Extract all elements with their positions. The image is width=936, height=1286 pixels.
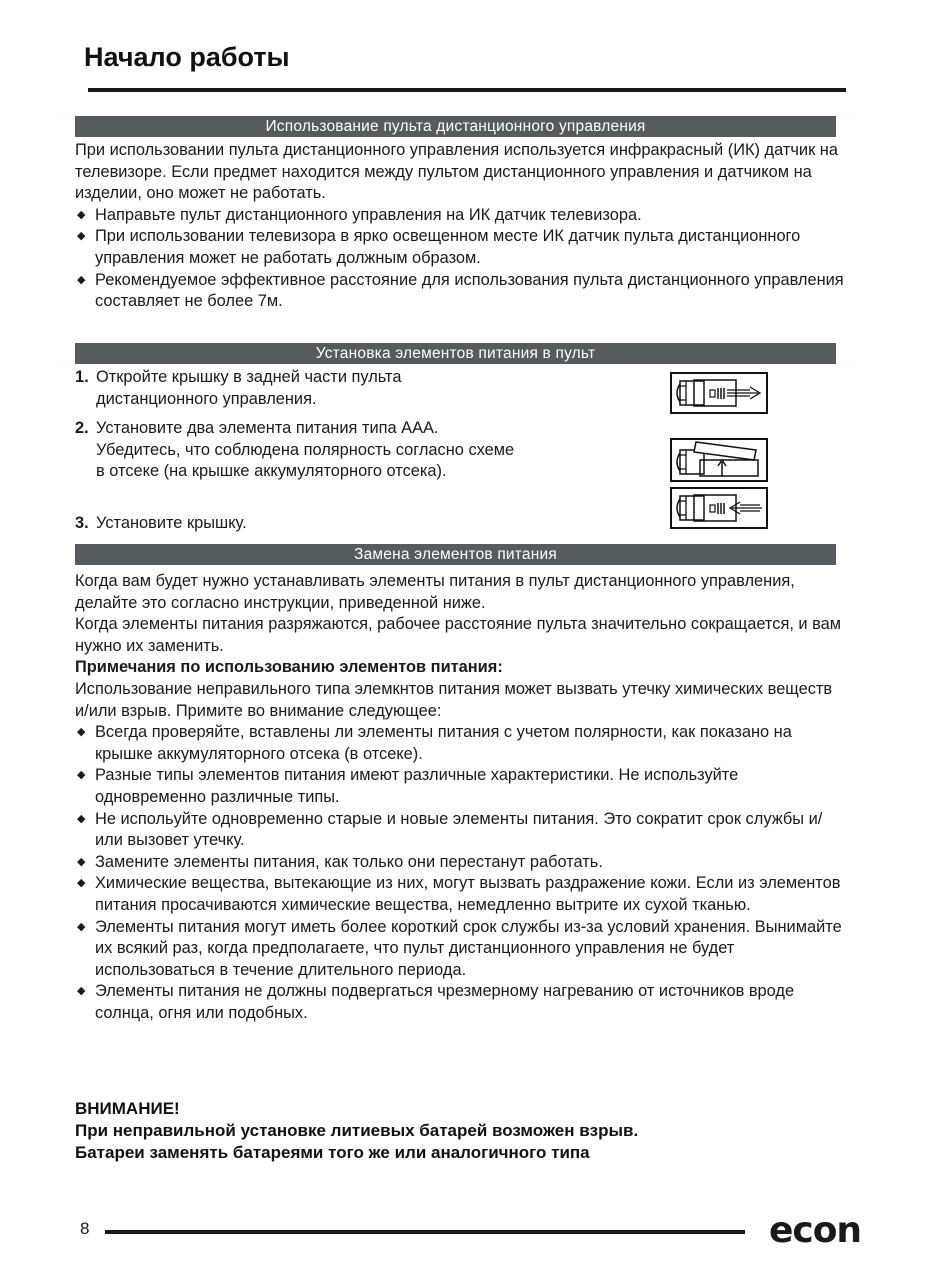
warning-line-1: При неправильной установке литиевых батарей возможен взрыв. bbox=[75, 1121, 639, 1140]
list-item: ◆ Всегда проверяйте, вставлены ли элементы питания с учетом полярности, как показано на крышке аккумуляторного отсека (в отсеке). bbox=[75, 722, 845, 765]
remote-usage-bullets bbox=[75, 205, 845, 313]
list-item: ◆ При использовании телевизора в ярко освещенном месте ИК датчик пульта дистанционного управления может не работать должным образом. bbox=[75, 226, 845, 269]
replace-para-1: Когда вам будет нужно устанавливать элементы питания в пульт дистанционного управления, делайте это согласно инструкции, приведенной ниже. bbox=[75, 572, 795, 612]
install-step-1 bbox=[75, 367, 545, 410]
warning-block bbox=[75, 1098, 875, 1164]
page-title: Начало работы bbox=[84, 42, 290, 72]
step-number: 3. bbox=[75, 514, 89, 532]
step-number: 1. bbox=[75, 368, 89, 386]
econ-logo bbox=[766, 1210, 864, 1252]
step-number: 2. bbox=[75, 419, 89, 437]
footer-divider bbox=[105, 1230, 745, 1234]
section-header-battery-replace: Замена элементов питания bbox=[75, 544, 836, 565]
title-divider bbox=[88, 88, 846, 92]
list-item: ◆ Рекомендуемое эффективное расстояние для использования пульта дистанционного управления составляет не более 7м. bbox=[75, 270, 845, 313]
warning-heading: ВНИМАНИЕ! bbox=[75, 1099, 180, 1118]
list-item: ◆ Разные типы элементов питания имеют различные характеристики. Не используйте одновременно различные типы. bbox=[75, 765, 845, 808]
list-item: ◆ Замените элементы питания, как только они перестанут работать. bbox=[75, 852, 845, 874]
battery-notes-list bbox=[75, 722, 845, 1024]
step-text: Установите два элемента питания типа ААА. Убедитесь, что соблюдена полярность согласно схеме в отсеке (на крышке аккумуляторного отсека). bbox=[96, 419, 515, 481]
list-item: ◆ Элементы питания могут иметь более короткий срок службы из-за условий хранения. Вынимайте их всякий раз, когда предполагаете, что пульт дистанционного управления не будет использоваться в течение длительного периода. bbox=[75, 917, 845, 982]
section-header-battery-install: Установка элементов питания в пульт bbox=[75, 343, 836, 364]
step-text: Откройте крышку в задней части пульта дистанционного управления. bbox=[96, 368, 402, 408]
install-step-3 bbox=[75, 513, 545, 535]
step-text: Установите крышку. bbox=[96, 514, 247, 532]
remote-usage-intro: При использовании пульта дистанционного управления используется инфракрасный (ИК) датчик на телевизоре. Если предмет находится между пультом дистанционного управления и датчиком на изделии, оно может не работать. bbox=[75, 141, 838, 203]
replace-para-2: Когда элементы питания разряжаются, рабочее расстояние пульта значительно сокращается, и вам нужно их заменить. bbox=[75, 615, 842, 655]
list-item: ◆ Направьте пульт дистанционного управления на ИК датчик телевизора. bbox=[75, 205, 845, 227]
section-header-remote-usage: Использование пульта дистанционного управления bbox=[75, 116, 836, 137]
warning-line-2: Батареи заменять батареями того же или аналогичного типа bbox=[75, 1143, 590, 1162]
list-item: ◆ Не испольуйте одновременно старые и новые элементы питания. Это сократит срок службы и/или вызовет утечку. bbox=[75, 809, 845, 852]
list-item: ◆ Химические вещества, вытекающие из них, могут вызвать раздражение кожи. Если из элементов питания просачиваются химические вещества, немедленно вытрите их сухой тканью. bbox=[75, 873, 845, 916]
install-step-2 bbox=[75, 418, 545, 483]
battery-cover-close-diagram bbox=[670, 487, 768, 529]
notes-intro: Использование неправильного типа элемкнтов питания может вызвать утечку химических веществ и/или взрыв. Примите во внимание следующее: bbox=[75, 679, 833, 720]
page-number: 8 bbox=[80, 1219, 90, 1238]
notes-heading: Примечания по использованию элементов питания: bbox=[75, 658, 503, 677]
list-item: ◆ Элементы питания не должны подвергаться чрезмерному нагреванию от источников вроде солнца, огня или подобных. bbox=[75, 981, 845, 1024]
battery-cover-open-diagram bbox=[670, 372, 768, 414]
svg-text:econ: econ bbox=[768, 1210, 862, 1251]
battery-replace-body bbox=[75, 571, 845, 1024]
battery-insert-diagram bbox=[670, 438, 768, 482]
remote-usage-body bbox=[75, 140, 845, 313]
